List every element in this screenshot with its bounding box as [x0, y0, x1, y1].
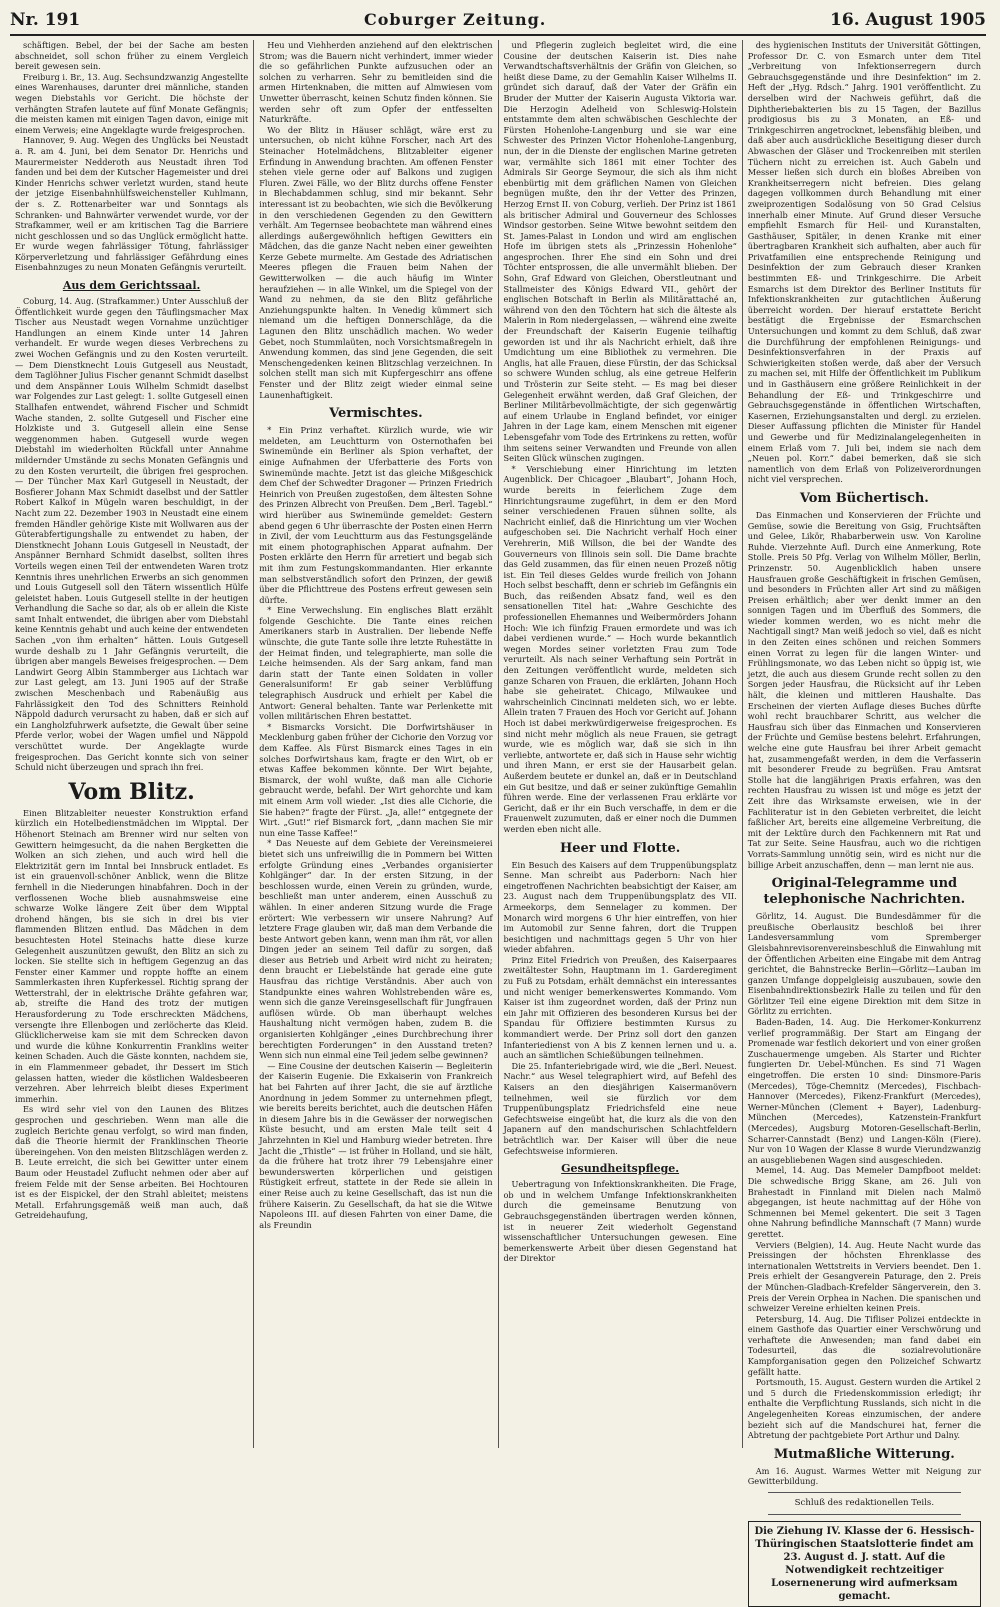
article-paragraph: Ein Besuch des Kaisers auf dem Truppenübungsplatz Senne. Man schreibt aus Paderborn: Nach hier eingetroffenen Nachrichten beabsichtigt der Kaiser, am 23. August nach dem Truppenübungsplatz des VII. Armeekorps, dem Sennelager zu kommen. Der Monarch wird morgens 6 Uhr hier eintreffen, von hier im Automobil zur Senne fahren, dort die Truppen besichtigen und nachmittags gegen 5 Uhr von hier wieder abfahren. — [503, 859, 737, 955]
lottery-notice: Die Ziehung IV. Klasse der 6. Hessisch-Thüringischen Staatslotterie findet am 23. August d. J. statt. Auf die Notwendigkeit rechtzeitiger Losernenerung wird aufmerksam gemacht. — [748, 1521, 981, 1607]
column-4 — [742, 40, 986, 1602]
editorial-end-note: Schluß des redaktionellen Teils. — [794, 1498, 935, 1508]
article-paragraph: Verviers (Belgien), 14. Aug. Heute Nacht wurde das Preissingen der höchsten Ehrenklasse des internationalen Wettstreits in Verviers beendet. Den 1. Preis erhielt der Gesangverein Paturage, den 2. Preis der München-Gladbach-Krefelder Sängerverein, den 3. Preis der Verein Orphea in Nachen. Die spanischen und schweizer Vereine erhielten keinen Preis. — [747, 1239, 981, 1314]
article-paragraph: Petersburg, 14. Aug. Die Tifliser Polizei entdeckte in einem Gasthofe das Quartier einer Verschwörung und verhaftete die Anwesenden; man fand dabei ein Todesurteil, das die sozialrevolutionäre Kampforganisation gegen den Polizeichef Schwartz gefällt hatte. — [747, 1313, 981, 1377]
article-paragraph: Memel, 14. Aug. Das Memeler Dampfboot meldet: Die schwedische Brigg Skane, am 26. Juli von Brahestadt in Finnland mit Dielen nach Malmö abgegangen, ist heute nachmittag auf der Höhe von Schmennen bei Memel gekentert. Die seit 3 Tagen ohne Nahrung befindliche Mannschaft (7 Mann) wurde gerettet. — [747, 1165, 981, 1239]
divider — [768, 1514, 961, 1515]
section-heading-witterung: Mutmaßliche Witterung. — [773, 1446, 955, 1462]
section-heading-blitz: Vom Blitz. — [68, 778, 195, 805]
article-paragraph: Hannover, 9. Aug. Wegen des Unglücks bei Neustadt a. R. am 4. Juni, bei dem Senator Dr. Henrichs und Maurermeister Nedderoth aus Neustadt ihren Tod fanden und bei dem der Kutscher Hagemeister und drei Kinder Henrichs schwer verletzt wurden, stand heute der jetzige Eisenbahnhülfsweichensteller Kuhlmann, der s. Z. Rottenarbeiter war und Sonntags als Schranken- und Bahnwärter verwendet wurde, vor der Strafkammer, weil er am kritischen Tag die Barriere nicht geschlossen und so das Unglück ermöglicht hatte. Er wurde wegen fahrlässiger Tötung, fahrlässiger Körperverletzung und fahrlässiger Gefährdung eines Eisenbahnzuges zu neun Monaten Gefängnis verurteilt. — [15, 135, 249, 273]
article-paragraph: Görlitz, 14. August. Die Bundesdämmer für die preußische Oberlausitz beschloß bei ihrer Landesversammlung vom Spremberger Gleisbahnrevisorenvereinsbeschluß die Einwahlung mit der Öffentlichen Arbeiten eine Eingabe mit dem Antrag gerichtet, die Bahnstrecke Berlin—Görlitz—Lauban im ganzen Umfange doppelgleisig auszubauen, sowie den Eisenbahndirektionsbezirk Halle zu teilen und für den Görlitzer Teil eine eigene Direktion mit dem Sitze in Görlitz zu errichten. — [747, 911, 981, 1017]
section-heading-heer-flotte: Heer und Flotte. — [559, 840, 681, 856]
issue-date: 16. August 1905 — [830, 10, 986, 30]
article-paragraph: Das Einmachen und Konservieren der Früchte und Gemüse, sowie die Bereitung von Gsig, Fruchtsäften und Gelee, Likör, Rhabarberwein usw. Von Karoline Ruhde. Vierzehnte Aufl. Durch eine Anmerkung, Rote Stolle. Preis 50 Pfg. Verlag von Wilhelm Möller, Berlin, Prinzenstr. 50. Augenblicklich haben unsere Hausfrauen große Geschäftigkeit in frischen Gemüsen, und besonders in Früchten aller Art sind zu mäßigen Preisen erhältlich; aber wer denkt immer an den sonnigen Tagen und im Überfluß des Sommers, die wieder kommen werden, wo es nicht mehr die Nachtigall singt? Man weiß jedoch so viel, daß es nicht in den Zeiten eines schönen und reichen Sommers einen Vorrat zu legen für die langen Winter- und Frühlingsmonate, wo das Leben nicht so üppig ist, wie jetzt, die auch aus diesem Grunde recht sollen zu den Sorgen jeder Hausfrau, die Rücksicht auf ihr Leben hält, die kleinen und mittleren Haushalte. Das Erscheinen der vierten Auflage dieses Buches dürfte wohl recht brauchbarer Schritt, aus welcher die Hausfrau sich über das Einmachen und Konservieren der Früchte und Gemüse bestens belehrt. Erfahrungen, welche eine gute Hausfrau bei ihrer Arbeit gemacht hat, zusammengefaßt werden, in dem die Verfasserin mit besonderer Freude zu begrüßen. Frau Amtsrat Stolle hat die langjährigen Praxis erfahren, was den rechten Hausfrau zu wissen ist und möge es jetzt der Zeit ihre das Wirksamste erweisen, wie in der Fachliteratur ist in den Gebieten verbreitet, die leicht faßlicher Art, bereits eine allgemeine Verbreitung, die mit der Lektüre durch den Fachkennern mit Rat und Tat zur Seite. Seine Hausfrau, auch wo die richtigen Vorrats-Sammlung unnötig sein, wird es nicht nur die billige Arbeit anzuschaffen, denn — man lernt nie aus. — [747, 509, 981, 870]
article-paragraph: Wo der Blitz in Häuser schlägt, wäre erst zu untersuchen, ob nicht kühne Forscher, nach Art des Steinacher Hotelmädchens, Blitzableiter eigener Erfindung in Anwendung brachten. Am offenen Fenster stehen viele gerne oder auf Balkons und zugigen Fluren. Zwei Fälle, wo der Blitz durchs offene Fenster in Blechabdammen schlug, sind mir bekannt. Sehr interessant ist zu beobachten, wie sich die Bevölkerung in den verschiedenen Gegenden zu den Gewittern verhält. Am Tegernsee beobachtete man während eines allerdings außergewöhnlich heftigen Gewitters ein Mädchen, das die ganze Nacht neben einer geweihten Kerze Gebete murmelte. Am Gestade des Adriatischen Meeres pflegen die Frauen beim Nahen der Gewitterwolken — die auch häufig im Winter heraufziehen — in alle Winkel, um die Spiegel von der Wand zu nehmen, da sie den Blitz gefährliche Anziehungspunkte halten. In Venedig kümmert sich niemand um die heftigen Donnerschläge, da die Lagunen den Blitz unschädlich machen. Wo weder Gebet, noch Stummlaüten, noch Vorsichtsmaßregeln in Anwendung kommen, das sind jene Gegenden, die seit Menschengedenken keinen Blitzschlag verzeichnen. In solchen stellt man sich mit Kupfergeschirr ans offene Fenster und der Blitz zeigt wieder einmal seine Launenhaftigkeit. — [259, 124, 493, 400]
article-paragraph: Einen Blitzableiter neuester Konstruktion erfand kürzlich ein Hotelbedienstmädchen im Wipptal. Der Höhenort Steinach am Brenner wird nur selten von Gewittern heimgesucht, da die nahen Bergketten die Wolken an sich ziehen, und auch wird hell die Elektrizität gern im Inntal bei Innsbruck entladet. Es ist ein grauenvoll-schöner Anblick, wenn die Blitze fernhell in die Niederungen hinabfahren. Doch in der verflossenen Woche blieb ausnahmsweise eine schwarze Wolke längere Zeit über dem Wipptal drohend hängen, bis sie sich in drei bis vier flammenden Blitzen entlud. Das Mädchen in dem besuchtesten Hotel Steinachs hatte diese kurze Gelegenheit auszunützen gewußt, den Blitz an sich zu locken. Sie stellte sich in heftigem Gegenzug an das Fenster einer Kammer und roppte hoffte an einem Sammlerkasten ihren Kupferkessel. Richtig sprang der Wetterstrahl, der in elektrische Drähte gefahren war, ab, streifte die Hand des trotz der mutigen Herausforderung zu Tode erschreckten Mädchens, versengte ihre Ellenbogen und zerlöcherte das Kleid. Glücklicherweise kam sie mit dem Schrecken davon und wurde die kühne Konkurrentin Franklins weiter keinen Schaden. Auch die Gäste konnten, nachdem sie, in ein Flammenmeer gebadet, ihr Dessert im Stich gelassen hatten, wieder die köstlichen Waldesbeeren verzehren. Aber lehrreich bleibt dieses Experiment immerhin. — [15, 807, 249, 1104]
issue-number: Nr. 191 — [10, 10, 81, 30]
article-paragraph: Es wird sehr viel von den Launen des Blitzes gesprochen und geschrieben. Wenn man alle die zugleich Berichte genau verfolgt, so wird man finden, daß die Theorie hiermit der Franklinschen Theorie übereingehen. Von den meisten Blitzschlägen werden z. B. Leute erreicht, die sich bei Gewitter unter einem Baum oder Heustadel Zuflucht nehmen oder aber auf freiem Felde mit der Sense arbeiten. Bei Hochtouren ist es der Eispickel, der den Strahl ableitet; meistens Metall. Erfahrungsgemäß weiß man auch, daß Getreidehaufung, — [15, 1104, 249, 1221]
section-heading-telegramme: Original-Telegramme und telephonische Nachrichten. — [763, 876, 966, 908]
article-paragraph: Coburg, 14. Aug. (Strafkammer.) Unter Ausschluß der Öffentlichkeit wurde gegen den Täuflingsmacher Max Tischer aus Neustadt wegen Vornahme unzüchtiger Handlungen an einem Kinde unter 14 Jahren verhandelt. Er wurde wegen dieses Verbrechens zu zwei Wochen Gefängnis und zu den Kosten verurteilt. — Dem Dienstknecht Louis Gutgesell aus Neustadt, dem Taglöhner Julius Fischer genannt Schmidt daselbst und dem Anspänner Louis Wilhelm Schmidt daselbst war Folgendes zur Last gelegt: 1. sollte Gutgesell einen Stallhafen entwendet, während Fischer und Schmidt Wache standen, 2. sollte Gutgesell und Fischer eine Holzkiste und 3. Gutgesell allein eine Sense weggenommen haben. Gutgesell wurde wegen Diebstahl im wiederholten Rückfall unter Annahme mildernder Umstände zu sechs Monaten Gefängnis und zu den Kosten verurteilt, die übrigen frei gesprochen. — Der Tüncher Max Karl Gutgesell in Neustadt, der Bosfierer Johann Max Schmidt daselbst und der Sattler Robert Kalkof in Mügeln waren beschuldigt, in der Nacht zum 22. Dezember 1903 in Neustadt eine einem fremden Händler gehörige Kiste mit Wollwaren aus der Güterabfertigungshalle zu entwendet zu haben, der Dienstknecht Johann Louis Gutgesell in Neustadt, der Anspänner Bernhard Schmidt daselbst, sollten ihres Vorteils wegen einen Teil der entwendeten Waren trotz Kenntnis ihres unehrlichen Erwerbs an sich genommen und Louis Gutgesell soll den Tätern wissentlich Hülfe geleistet haben. Louis Gutgesell stellte in der heutigen Verhandlung die Sache so dar, als ob er allein die Kiste samt Inhalt entwendet, die übrigen aber vom Diebstahl keine Kenntnis gehabt und auch keine der entwendeten Sachen „von ihm erhalten“ hätten. Louis Gutgesell wurde deshalb zu 1 Jahr Gefängnis verurteilt, die übrigen aber mangels Beweises freigesprochen. — Dem Landwirt Georg Albin Stammberger aus Lichtach war zur Last gelegt, am 13. Juni 1905 auf der Straße zwischen Meschenbach und Rabenäußig aus Fahrlässigkeit den Tod des Schnitters Reinhold Näppold dadurch verursacht zu haben, daß er sich auf ein Langholzfuhrwerk aufsetzte, die Gewalt über seine Pferde verlor, wobei der Wagen umfiel und Näppold verschüttet wurde. Der Angeklagte wurde freigesprochen. Das Gericht konnte sich von seiner Schuld nicht überzeugen und sprach ihn frei. — [15, 296, 249, 773]
column-3 — [498, 40, 742, 1448]
divider — [768, 1492, 961, 1493]
article-paragraph: * Ein Prinz verhaftet. Kürzlich wurde, wie wir meldeten, am Leuchtturm von Osternothafen bei Swinemünde ein Berliner als Spion verhaftet, der einige Aufnahmen der Uferbatterie des Forts von Swinemünde machte. Jetzt ist das gleiche Mißgeschick dem Chef der Schwedter Dragoner — Prinzen Friedrich Heinrich von Preußen zugestoßen, dem ältesten Sohne des Prinzen Albrecht von Preußen. Dem „Berl. Tagebl.“ wird hierüber aus Swinemünde gemeldet: Gestern abend gegen 6 Uhr überraschte der Posten einen Herrn in Zivil, der vom Leuchtturm aus das Festungsgelände mit einem photographischen Apparat aufnahm. Der Posten erklärte den Herrn für arretiert und begab sich mit ihm zum Festungskommandanten. Hier erkannte man selbstverständlich sofort den Prinzen, der gewiß über die Pflichttreue des Postens erfreut gewesen sein dürfte. — [259, 425, 493, 605]
article-paragraph: Die 25. Infanteriebrigade wird, wie die „Berl. Neuest. Nachr.“ aus Wesel telegraphiert wird, auf Befehl des Kaisers an den diesjährigen Kaisermanövern teilnehmen, weil sie fürzlich vor dem Truppenübungsplatz Friedrichsfeld eine neue Gefechtsweise eingeübt hat, die kurz als die von den Japanern auf den mandschurischen Schlachtfeldern beträchtlich war. Der Kaiser will über die neue Gefechtsweise informieren. — [503, 1060, 737, 1156]
article-paragraph: * Eine Verwechslung. Ein englisches Blatt erzählt folgende Geschichte. Die Tante eines reichen Amerikaners starb in Australien. Der liebende Neffe wünschte, die gute Tante solle ihre letzte Ruhestätte in der Heimat finden, und telegraphierte, man solle die Leiche heimsenden. Als der Sarg ankam, fand man darin statt der Tante einen Soldaten in voller Generalsuniform! Er gab seiner Verblüffung telegraphisch Ausdruck und erhielt per Kabel die Antwort: General behalten. Tante war Perlenkette mit vollen militärischen Ehren bestattet. — [259, 605, 493, 722]
article-paragraph: Baden-Baden, 14. Aug. Die Herkomer-Konkurrenz verlief programmäßig. Der Start am Eingang der Promenade war festlich dekoriert und von einer großen Zuschauermenge umgeben. Als Starter und Richter fungierten Dr. Uebel-München. Es sind 71 Wagen eingetroffen. Die ersten 10 sind: Dinsmore-Paris (Mercedes), Töge-Chemnitz (Mercedes), Fischbach-Hannover (Mercedes), Fikenz-Frankfurt (Mercedes), Werner-München (Clement + Bayer), Ladenburg-München (Mercedes), Katzenstein-Frankfurt (Mercedes), Augsburg Motoren-Gesellschaft-Berlin, Scharrer-Cannstadt (Benz) und Langen-Köln (Fiere). Nur von 10 Wagen der Klasse 8 wurde Vierundzwanzig an ausgebliebenen Wagen sind ausgeschieden. — [747, 1017, 981, 1165]
article-paragraph: schäftigen. Bebel, der bei der Sache am besten abschneidet, soll schon früher zu einem Vergleich bereit gewesen sein. — [15, 40, 249, 72]
section-heading-vermischtes: Vermischtes. — [329, 406, 423, 422]
section-heading-gerichtssaal: Aus dem Gerichtssaal. — [62, 279, 201, 293]
masthead — [10, 10, 986, 36]
article-paragraph: * Bismarcks Vorsicht. Die Dorfwirtshäuser in Mecklenburg gaben früher der Cichorie den Vorzug vor dem Kaffee. Als Fürst Bismarck eines Tages in ein solches Dorfwirtshaus kam, fragte er den Wirt, ob er etwas Kaffee bekommen könnte. Der Wirt bejahte, Bismarck, der wohl wußte, daß man alle Cichorie gebraucht werde, befahl. Der Wirt gehorchte und kam mit einem Arm voll wieder. „Ist dies alle Cichorie, die Sie haben?“ fragte der Fürst. „Ja, alle!“ entgegnete der Wirt. „Gut!“ rief Bismarck fort, „dann machen Sie mir nun eine Tasse Kaffee!“ — [259, 721, 493, 838]
section-heading-buechertisch: Vom Büchertisch. — [799, 490, 929, 506]
article-paragraph: — Eine Cousine der deutschen Kaiserin — Begleiterin der Kaiserin Eugenie. Die Exkaiserin von Frankreich hat bei Fahrten auf ihrer Jacht, die sie auf ärztliche Anordnung in jedem Sommer zu unternehmen pflegt, wie bereits bereits berichtet, auch die deutschen Häfen in diesem Jahre bis in die Gewässer der norwegischen Küste besucht, und am ersten Male teilt seit 4 Jahrzehnten in Kiel und Hamburg wieder betreten. Ihre Jacht die „Thistle“ — ist früher in Holland, und sie hält, da die frühere hat trotz ihrer 79 Lebensjahre einer bewunderswerten körperlichen und geistigen Rüstigkeit erfreut, stattete in der Rede sie allein in einer Reise auch zu keine Gesellschaft, das ist nun die frühere Kaiserin. Zu Gesellschaft, da hat sie die Witwe Napoleons III. auf diesen Fahrten von einer Dame, die als Freundin — [259, 1060, 493, 1230]
article-paragraph: Prinz Eitel Friedrich von Preußen, des Kaiserpaares zweitältester Sohn, Hauptmann im 1. Garderegiment zu Fuß zu Potsdam, erhält demnächst ein interessantes und nicht weniger bemerkenswertes Kommando. Vom Kaiser ist ihm zugeordnet worden, daß der Prinz nun ein Jahr mit Offizieren des besonderen Kursus bei der Spandau für Offiziere bestimmten Kursus zu kommandiert werde. Der Prinz soll dort den ganzen Infanteriedienst von A bis Z kennen lernen und u. a. auch an sämtlichen Schießübungen teilnehmen. — [503, 954, 737, 1061]
newspaper-title: Coburger Zeitung. — [363, 10, 547, 29]
column-2 — [253, 40, 497, 1448]
article-paragraph: Freiburg i. Br., 13. Aug. Sechsundzwanzig Angestellte eines Warenhauses, darunter drei männliche, standen wegen Diebstahls vor Gericht. Die höchste der verhängten Strafen lautete auf fünf Monate Gefängnis; die meisten kamen mit einigen Tagen davon, einige mit einem Verweis; eine Angeklagte wurde freigesprochen. — [15, 71, 249, 135]
article-paragraph: und Pflegerin zugleich begleitet wird, die eine Cousine der deutschen Kaiserin ist. Dies nahe Verwandtschaftsverhältnis der Gräfin von Gleichen, so heißt diese Dame, zu der Gemahlin Kaiser Wilhelms II. gründet sich darauf, daß der Vater der Gräfin ein Bruder der Mutter der Kaiserin Augusta Viktoria war. Die Herzogin Adelheid von Schleswig-Holstein entstammte dem alten schwäbischen Geschlechte der Fürsten Hohenlohe-Langenburg und sie war eine Schwester des Prinzen Victor Hohenlohe-Langenburg, nun, der in die Dienste der englischen Marine getreten war, vermählte sich 1861 mit einer Tochter des Admirals Sir George Seymour, die sich als ihm nicht ebenbürtig mit dem gräflichen Namen von Gleichen begnügen mußte, den ihr der Vetter des Prinzen, Herzog Ernst II. von Coburg, verlieh. Der Prinz ist 1861 als britischer Admiral und Gouverneur des Schlosses Windsor gestorben. Seine Witwe bewohnt seitdem den St. James-Palast in London und wird am englischen Hofe im übrigen stets als „Prinzessin Hohenlohe“ angesprochen. Ihrer Ehe sind ein Sohn und drei Töchter entsprossen, die alle unvermählt blieben. Der Sohn, Graf Edward von Gleichen, Oberstleutnant und Stallmeister des Königs Edward VII., gehört der englischen Botschaft in Berlin als Militärattaché an, während von den den Töchtern hat sich die älteste als Malerin in Rom niedergelassen, — während eine zweite der Freundschaft der Kaiserin Eugenie teilhaftig geworden ist und ihr als Nachricht erhielt, daß ihre Umdichtung um eine Bibliothek zu vermehren. Die Anglis, hat alle Frauen, diese Fürstin, der das Schicksal so schwere Wunden schlug, als eine getreue Helferin und Trösterin zur Seite steht. — Es mag bei dieser Gelegenheit erwähnt werden, daß Graf Gleichen, der Berliner Militärbevollmächtigte, der sich gegenwärtig auf einem Urlaube in England befindet, vor einiger Jahren in der Lage kam, einem Menschen mit eigener Lebensgefahr vom Tode des Ertrinkens zu retten, wofür ihm seitens seiner Verwandten und Freunde von allen Seiten Glück wünschen zugingen. — [503, 40, 737, 464]
article-paragraph: Portsmouth, 15. August. Gestern wurden die Artikel 2 und 5 durch die Friedenskommission erledigt; ihr enthalte die Verpflichtung Russlands, sich nicht in die Angelegenheiten Koreas einzumischen, der andere bezieht sich auf die Mandschurei hat, ferner die Abtretung der pachtgebiete Port Arthur und Dalny. — [747, 1377, 981, 1441]
article-paragraph: * Das Neueste auf dem Gebiete der Vereinsmeierei bietet sich uns unfreiwillig die in Pommern bei Witten erfolgte Gründung eines „Verbandes organisierter Kohlgänger“ dar. In der ersten Sitzung, in der beschlossen wurde, einen Verein zu gründen, wurde, beschließt man unter anderem, einen Ausschuß zu wählen. In einer anderen Sitzung wurde die Frage erörtert: Wie verbessern wir unsere Nahrung? Auf letztere Frage glauben wir, daß man dem Verbande die beste Antwort geben kann, wenn man ihm rät, vor allen Dingen jeder an seinem Teil dafür zu sorgen, daß dieser aus Betrieb und Arbeit wird nicht zu heiraten; denn braucht er Liebelstände hat gerade eine gute Hausfrau das richtige Verständnis. Aber auch von Standpunkte eines wahren Wohlstrebenden wäre es, wenn sich die ganze Vereinsgesellschaft für Jungfrauen auflösen würde. Ob man überhaupt welches Haushaltung nicht vermögen haben, zudem B. die organisierten Kohlgänger „eines Durchbrechung ihrer berechtigten Forderungen“ in den Ausstand treten? Wenn sich nun einmal eine Teil jedem selbe gewinnen? — [259, 838, 493, 1061]
article-paragraph: Uebertragung von Infektionskrankheiten. Die Frage, ob und in welchem Umfange Infektionskrankheiten durch die gemeinsame Benutzung von Gebrauchsgegenständen übertragen werden können, ist in neuerer Zeit wiederholt Gegenstand wissenschaftlicher Untersuchungen gewesen. Eine bemerkenswerte Arbeit über diesen Gegenstand hat der Direktor — [503, 1179, 737, 1264]
columns — [10, 40, 986, 1602]
article-paragraph: * Verschiebung einer Hinrichtung im letzten Augenblick. Der Chicagoer „Blaubart“, Johann Hoch, wurde bereits in feierlichem Zuge dem Hinrichtungsraume zugeführt, in dem er den Mord seiner verschiedenen Frauen sühnen sollte, als Nachricht einlief, daß die Hinrichtung um vier Wochen aufgeschoben sei. Die Nachricht verhalf Hoch einer Verehrerin, Miß Willson, die bei der Wandte des Gouverneurs von Illinois sein soll. Die Dame brachte das Geld zusammen, das für einen neuen Prozeß nötig ist. Ein Teil dieses Geldes wurde freilich von Johann Hoch selbst beschafft, denn er schrieb im Gefängnis ein Buch, das reißenden Absatz fand, weil es den sensationellen Titel hat: „Wahre Geschichte des professionellen Ehemannes und Weibermörders Johann Hoch: Wie ich fünfzig Frauen ermordete und was ich dabei verdienen wurde.“ — Hoch wurde bekanntlich wegen Mordes seiner vorletzten Frau zum Tode verurteilt. Als nach seiner Verhaftung sein Porträt in den Zeitungen veröffentlicht wurde, meldeten sich ganze Scharen von Frauen, die erklärten, Johann Hoch habe sie geheiratet. Chicago, Milwaukee und wahrscheinlich Cincinnati meldeten sich, wo er lebte. Allein traten 7 Frauen des Hoch vor Gericht auf. Johann Hoch ist dabei merkwürdigerweise freigesprochen. Es sind nicht mehr möglich als neue Frauen, sie getragt wurde, wie es möglich war, daß sie sich in ihn verliebte, antwortete er, daß sich in Hause sehr wichtig und ihren Mann, er erst sie der Hausarbeit gelan. Außerdem beutete er dunkel an, daß er in Deutschland ein Gut besitze, und daß er seiner zukünftige Gemahlin führen werde. Eine der verlassenen Frau erklärte vor Gericht, daß er ihr ein Buch verschaffe, in dem er die Frauenwelt zuzumuten, daß er einer noch die Dummen werden eben nicht alle. — [503, 463, 737, 834]
weather-forecast: Am 16. August. Warmes Wetter mit Neigung zur Gewitterbildung. — [747, 1465, 981, 1487]
article-paragraph: Heu und Viehherden anziehend auf den elektrischen Strom; was die Bauern nicht verhindert, immer wieder die so gefährlichen Punkte aufzusuchen oder an solchen zu verharren. Sehr zu bemitleiden sind die armen Hirtenknaben, die mitten auf Almwiesen vom Unwetter überrascht, keinen Schutz finden können. Sie werden sehr oft zum Opfer der entfesselten Naturkräfte. — [259, 40, 493, 125]
section-heading-gesundheitspflege: Gesundheitspflege. — [561, 1162, 680, 1176]
article-paragraph: des hygienischen Instituts der Universität Göttingen, Professor Dr. C. von Esmarch unter dem Titel „Verbreitung von Infektionserregern durch Gebrauchsgegenstände und ihre Desinfektion“ im 2. Heft der „Hyg. Rdsch.“ Jahrg. 1901 veröffentlicht. Zu derselben wird der Nachweis geführt, daß die Diphtheriebakterien bis zu 15 Tagen, der Bazillus prodigiosus bis zu 3 Monaten, an Eß- und Trinkgeschirren angetrocknet, lebensfähig bleiben, und daß aber auch ausdrückliche Beseitigung dieser durch Abwaschen der Gläser und Trockenreiben mit sterilen Tüchern nicht zu erreichen ist. Auch Gabeln und Messer ließen sich durch ein bloßes Abreiben von Krankheitserregern nicht befreien. Dies gelang dagegen vollkommen durch Behandlung mit einer zweiprozentigen Sodalösung von 50 Grad Celsius innerhalb einer Minute. Auf Grund dieser Versuche empfiehlt Esmarch für Heil- und Kuranstalten, Gasthäuser, Spitäler, in denen Kranke mit einer übertragbaren Krankheit sich aufhalten, aber auch für Privatfamilien eine entsprechende Reinigung und Desinfektion der zum Gebrauch dieser Kranken bestimmten Eß- und Trinkgeschirre. Die Arbeit Esmarchs ist dem Direktor des Berliner Instituts für Infektionskrankheiten zur gutachtlichen Äußerung überreicht worden. Der hierauf erstattete Bericht bestätigt die Ergebnisse der Esmarchschen Untersuchungen und kommt zu dem Schluß, daß zwar die Durchführung der empfohlenen Reinigungs- und Desinfektionsverfahren in der Praxis auf Schwierigkeiten stoßen werde, daß aber der Versuch zu machen sei, mit Hilfe der Öffentlichkeit im Publikum und in Gasthäusern eine größere Reinlichkeit in der Behandlung der Eß- und Trinkgeschirre und Gebrauchsgegenstände in öffentlichen Wirtschaften, Kasernen, Erziehungsanstalten und dergl. zu erzielen. Dieser Auffassung pflichten die Minister für Handel und Gewerbe und für Medizinalangelegenheiten in einem Erlaß vom 7. Juli bei, indem sie nach dem „Neuen pol. Korr.“ dabei bemerken, daß sie sich namentlich von dem Erlaß von Polizeiverordnungen nicht viel versprechen. — [747, 40, 981, 485]
column-1 — [10, 40, 253, 1448]
